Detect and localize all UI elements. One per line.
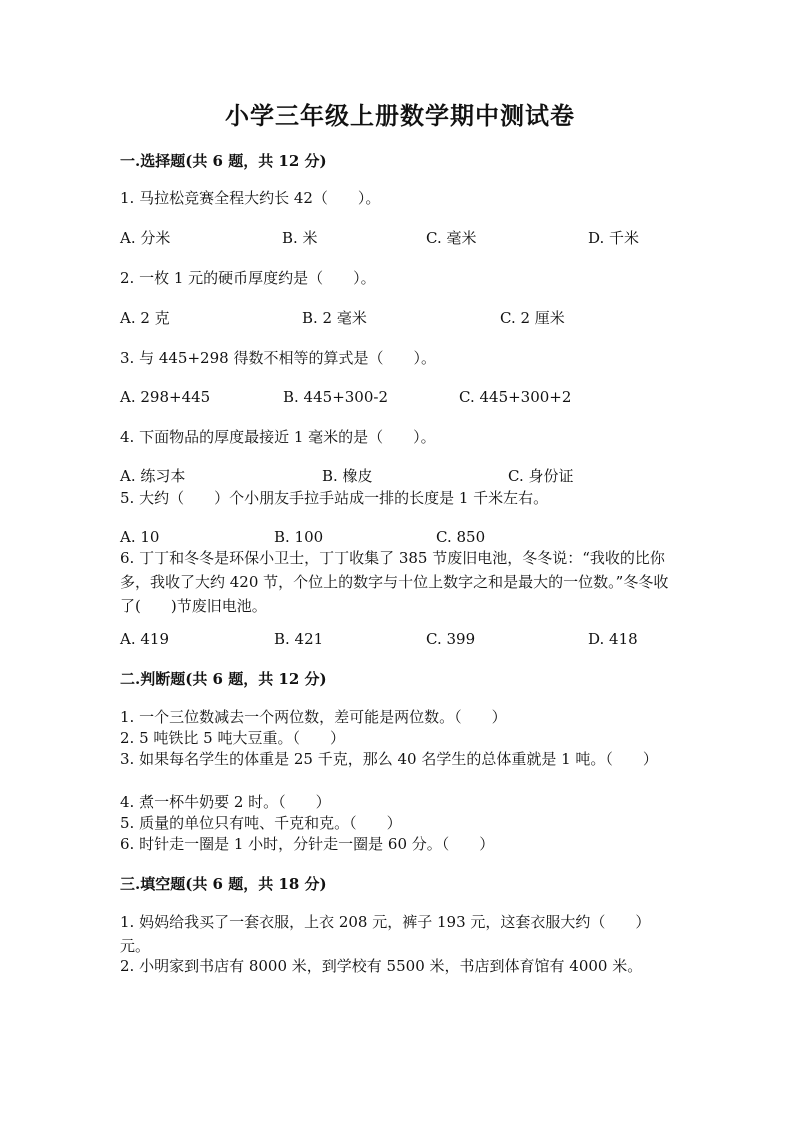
option-c: C. 毫米 (426, 229, 477, 247)
page-title: 小学三年级上册数学期中测试卷 (225, 101, 575, 130)
option-c: C. 身份证 (508, 467, 574, 485)
option-b: B. 橡皮 (322, 467, 373, 485)
option-a: A. 298+445 (120, 388, 211, 406)
option-a: A. 2 克 (120, 309, 170, 327)
option-c: C. 2 厘米 (500, 309, 565, 327)
option-a: A. 10 (120, 528, 160, 546)
question-text: 6. 丁丁和冬冬是环保小卫士，丁丁收集了 385 节废旧电池，冬冬说：“我收的比你多，我收了大约 420 节，个位上的数字与十位上数字之和是最大的一位数。”冬冬收了( )节废旧电池。 (120, 549, 669, 615)
question-text: 2. 小明家到书店有 8000 米，到学校有 5500 米，书店到体育馆有 4000 米。 (120, 957, 643, 975)
section-heading-choice: 一.选择题(共 6 题，共 12 分) (120, 152, 327, 170)
question-text: 5. 大约（ ）个小朋友手拉手站成一排的长度是 1 千米左右。 (120, 489, 549, 507)
question-text: 4. 煮一杯牛奶要 2 时。（ ） (120, 793, 331, 811)
option-a: A. 练习本 (120, 467, 186, 485)
question-text: 2. 5 吨铁比 5 吨大豆重。（ ） (120, 729, 345, 747)
option-d: D. 418 (588, 630, 638, 648)
option-c: C. 850 (436, 528, 486, 546)
option-a: A. 419 (120, 630, 169, 648)
option-d: D. 千米 (588, 229, 640, 247)
option-b: B. 445+300-2 (283, 388, 388, 406)
question-text: 2. 一枚 1 元的硬币厚度约是（ ）。 (120, 269, 376, 287)
question-text: 1. 妈妈给我买了一套衣服，上衣 208 元，裤子 193 元，这套衣服大约（ ）元。 (120, 913, 651, 955)
option-a: A. 分米 (120, 229, 171, 247)
question-text: 1. 马拉松竞赛全程大约长 42（ ）。 (120, 189, 381, 207)
section-heading-fill: 三.填空题(共 6 题，共 18 分) (120, 875, 327, 893)
option-c: C. 445+300+2 (459, 388, 572, 406)
section-heading-judgement: 二.判断题(共 6 题，共 12 分) (120, 670, 327, 688)
option-b: B. 421 (274, 630, 324, 648)
question-text: 3. 与 445+298 得数不相等的算式是（ ）。 (120, 349, 436, 367)
question-text: 6. 时针走一圈是 1 小时，分针走一圈是 60 分。（ ） (120, 835, 495, 853)
option-c: C. 399 (426, 630, 476, 648)
option-b: B. 100 (274, 528, 324, 546)
option-b: B. 2 毫米 (302, 309, 367, 327)
question-text: 1. 一个三位数减去一个两位数，差可能是两位数。（ ） (120, 708, 507, 726)
option-b: B. 米 (282, 229, 318, 247)
question-text: 5. 质量的单位只有吨、千克和克。（ ） (120, 814, 402, 832)
question-text: 3. 如果每名学生的体重是 25 千克，那么 40 名学生的总体重就是 1 吨。（ ） (120, 750, 658, 768)
question-text: 4. 下面物品的厚度最接近 1 毫米的是（ ）。 (120, 428, 436, 446)
